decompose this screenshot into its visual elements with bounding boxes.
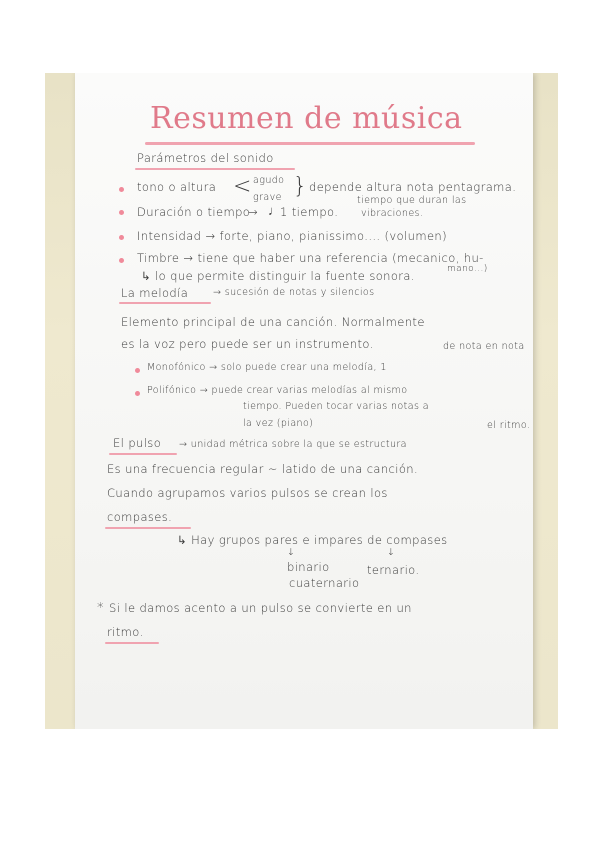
duracion-label: Duración o tiempo — [137, 205, 251, 219]
bullet — [135, 368, 140, 373]
pulso-underline — [109, 453, 177, 455]
compases-word: compases. — [107, 510, 173, 524]
elemento-nota: de nota en nota — [443, 341, 525, 352]
elemento-line2: es la voz pero puede ser un instrumento. — [121, 337, 374, 351]
binario-arrow: ↓ — [287, 547, 296, 558]
pulso-desc: → unidad métrica sobre la que se estructura — [179, 439, 407, 450]
compases-underline — [105, 527, 191, 529]
photo-background — [45, 73, 558, 729]
pulso-line2: Es una frecuencia regular ~ latido de una canción. — [107, 462, 419, 476]
melodia-desc: → sucesión de notas y silencios — [213, 287, 375, 298]
section-heading-parametros: Parámetros del sonido — [137, 151, 274, 165]
bullet — [135, 391, 140, 396]
intensidad-line: Intensidad → forte, piano, pianissimo.... (volumen) — [137, 229, 447, 243]
duracion-desc2: vibraciones. — [361, 208, 424, 219]
asterisk-icon: * — [97, 601, 104, 616]
bullet — [119, 258, 124, 263]
tono-agudo: agudo — [253, 175, 285, 186]
notebook-page — [75, 73, 533, 729]
ritmo-note: el ritmo. — [487, 420, 531, 431]
grupos-cuaternario: cuaternario — [289, 576, 360, 590]
tono-label: tono o altura — [137, 180, 217, 194]
pulso-line3: Cuando agrupamos varios pulsos se crean los — [107, 486, 388, 500]
timbre-mano: mano...) — [447, 264, 488, 274]
bullet — [119, 210, 124, 215]
bullet — [119, 235, 124, 240]
timbre-line1: Timbre → tiene que haber una referencia (mecanico, hu- — [137, 251, 484, 265]
page-title: Resumen de música — [150, 101, 463, 136]
brace-close: } — [293, 174, 308, 199]
melodia-underline — [119, 302, 211, 304]
duracion-tiempo: 1 tiempo. — [280, 205, 339, 219]
ternario-arrow: ↓ — [387, 547, 396, 558]
grupos-ternario: ternario. — [367, 563, 420, 577]
duracion-desc1: tiempo que duran las — [357, 195, 467, 206]
polifonico-line3: la vez (piano) — [243, 418, 314, 429]
title-underline — [145, 142, 475, 145]
polifonico-line1: Polifónico → puede crear varias melodías al mismo — [147, 385, 408, 396]
acento-ritmo: ritmo. — [107, 625, 144, 639]
section-underline — [135, 168, 295, 170]
grupos-line: ↳ Hay grupos pares e impares de compases — [177, 533, 448, 547]
quarter-note-icon: ♩ — [268, 204, 282, 219]
bullet — [119, 187, 124, 192]
acento-line1: Si le damos acento a un pulso se convierte en un — [109, 601, 412, 615]
timbre-line2: ↳ lo que permite distinguir la fuente sonora. — [141, 269, 415, 283]
monofonico-line: Monofónico → solo puede crear una melodía, 1 — [147, 362, 387, 373]
duracion-arrow: → — [248, 205, 259, 219]
tono-grave: grave — [253, 192, 282, 203]
tono-desc: depende altura nota pentagrama. — [309, 180, 517, 194]
melodia-label: La melodía — [121, 286, 189, 300]
ritmo-underline — [105, 642, 159, 644]
grupos-binario: binario — [287, 560, 330, 574]
brace-open: < — [233, 174, 252, 199]
pulso-label: El pulso — [113, 436, 162, 450]
polifonico-line2: tiempo. Pueden tocar varias notas a — [243, 401, 429, 412]
elemento-line1: Elemento principal de una canción. Normalmente — [121, 315, 425, 329]
